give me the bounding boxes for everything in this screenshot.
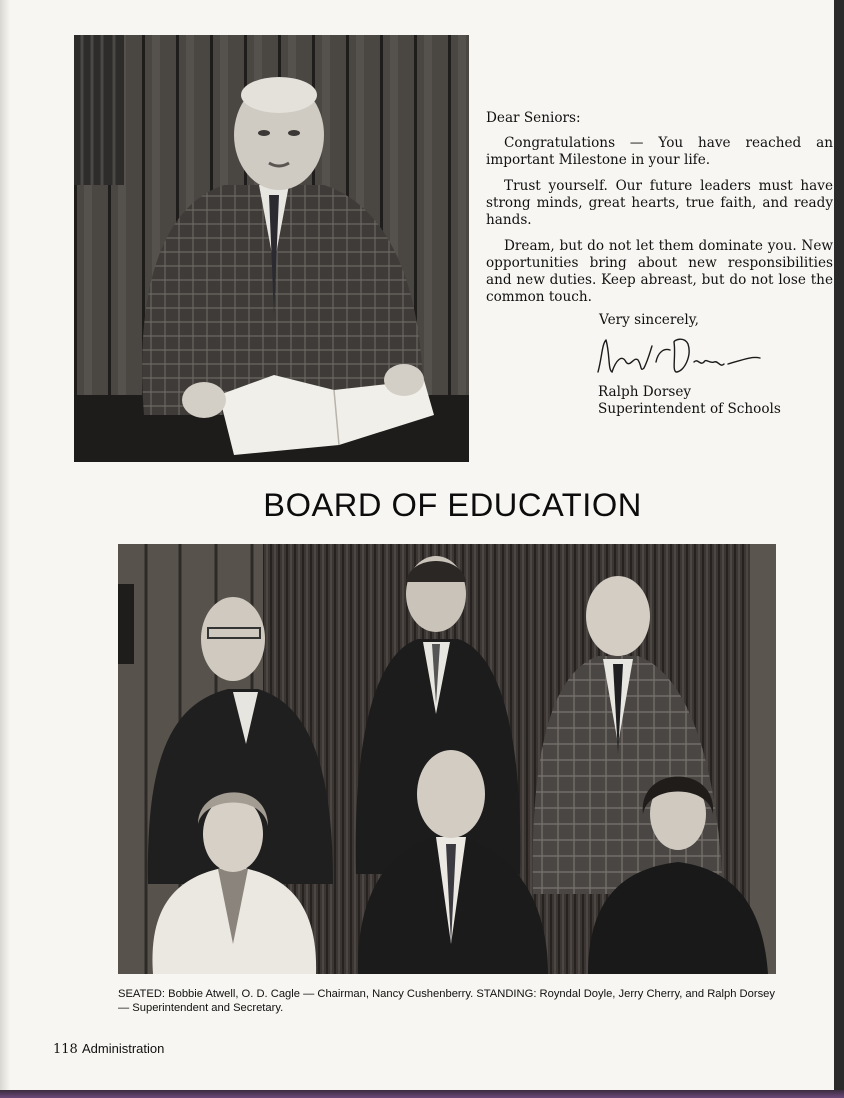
section-heading (0, 487, 844, 524)
letter-body (486, 110, 833, 315)
letter-signer (598, 384, 781, 418)
letter-paragraph: Trust yourself. Our future leaders must have strong minds, great hearts, true faith, and ready hands. (486, 178, 833, 228)
page-folio (53, 1041, 164, 1057)
signer-title: Superintendent of Schools (598, 401, 781, 417)
page-number: 118 (53, 1042, 78, 1057)
scan-edge-bottom (0, 1090, 844, 1098)
page-binding-shadow (0, 0, 10, 1090)
handwritten-signature (592, 332, 762, 382)
section-name: Administration (81, 1041, 165, 1056)
letter-closing: Very sincerely, (599, 312, 699, 328)
letter-greeting: Dear Seniors: (486, 110, 581, 126)
board-of-education-photo (118, 544, 776, 974)
superintendent-photo (74, 35, 469, 462)
photo-caption: SEATED: Bobbie Atwell, O. D. Cagle — Chairman, Nancy Cushenberry. STANDING: Royndal Doyle, Jerry Cherry, and Ralph Dorsey — Superintendent and Secretary. (118, 988, 775, 1014)
letter-paragraph: Congratulations — You have reached an important Milestone in your life. (486, 135, 833, 168)
section-heading-text: BOARD OF EDUCATION (263, 487, 643, 523)
signer-name: Ralph Dorsey (598, 384, 692, 400)
letter-paragraph: Dream, but do not let them dominate you. New opportunities bring about new responsibilities and new duties. Keep abreast, but do not lose the common touch. (486, 238, 833, 305)
scan-edge-right (834, 0, 844, 1098)
